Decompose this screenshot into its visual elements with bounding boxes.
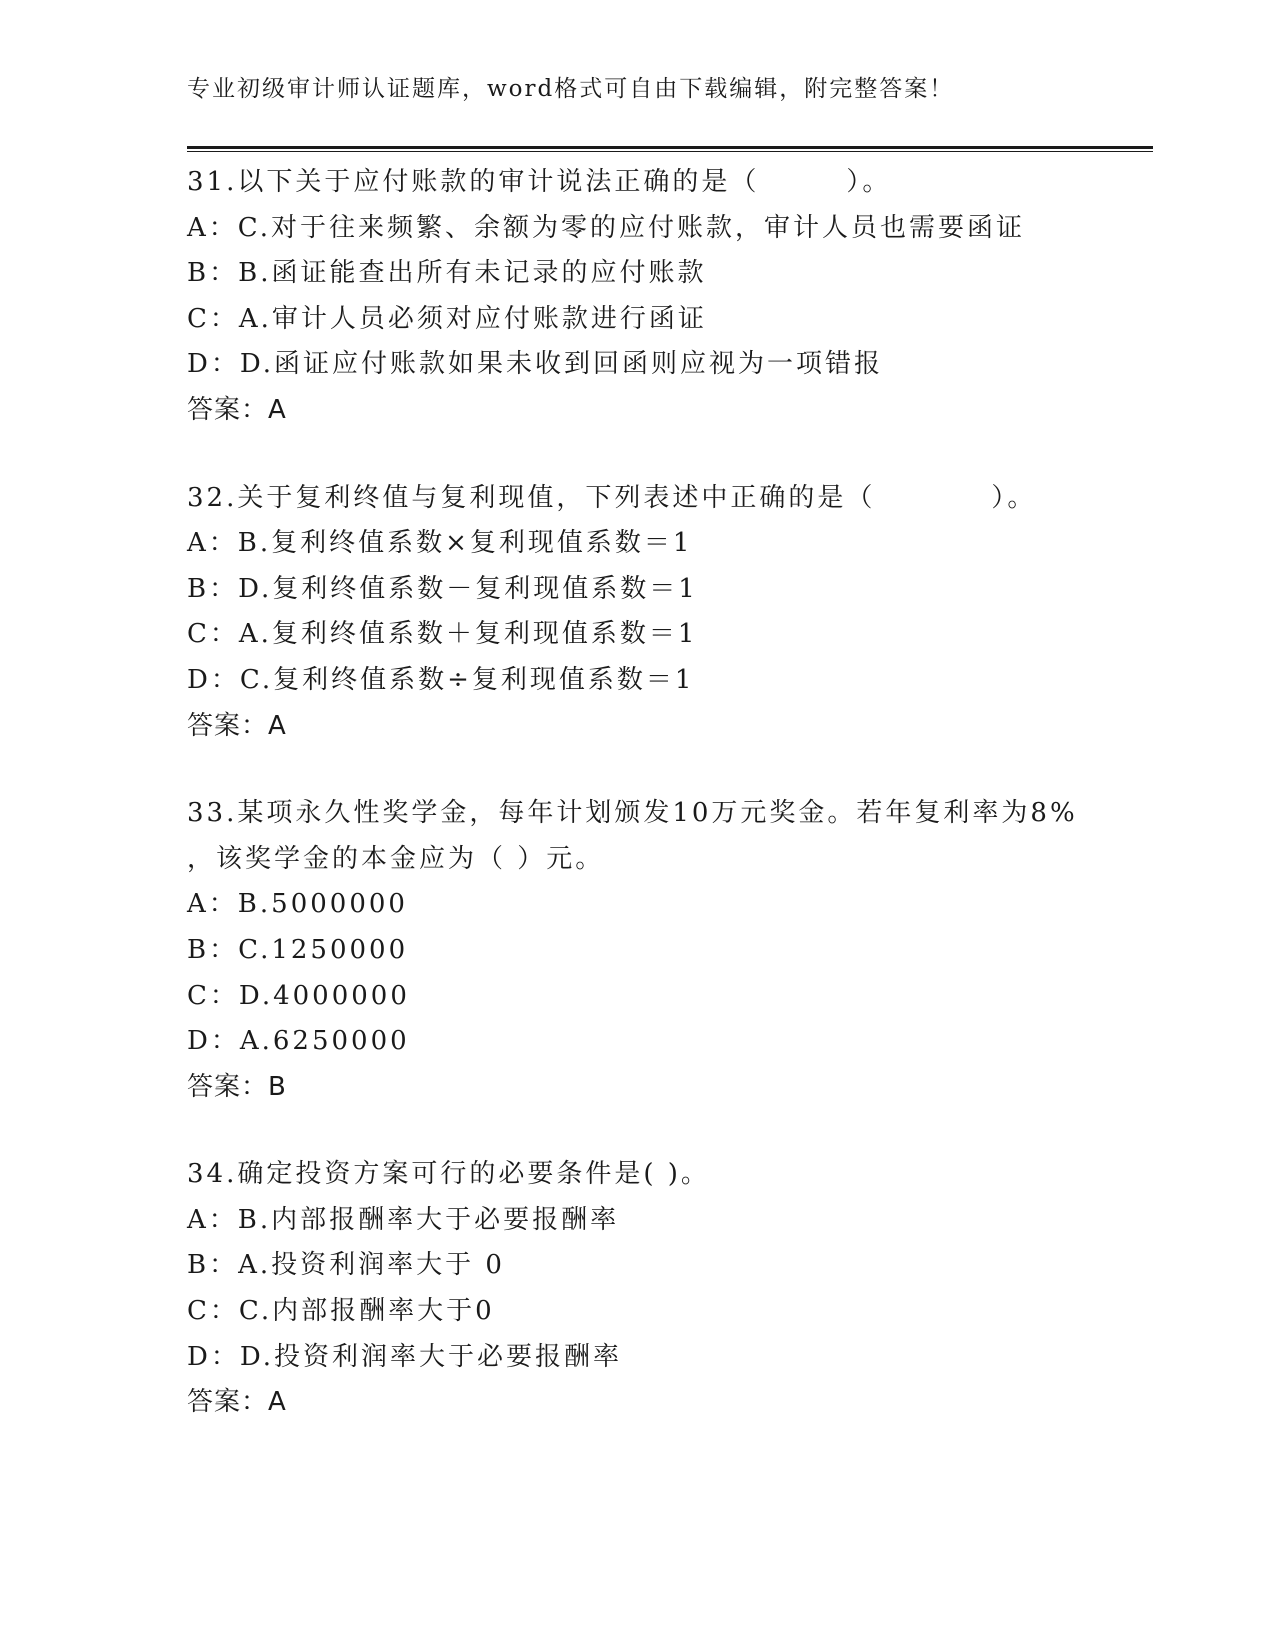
page-header: 专业初级审计师认证题库，word格式可自由下载编辑，附完整答案！ — [187, 76, 955, 102]
option-a: A：B.5000000 — [187, 889, 408, 920]
question-stem: 31.以下关于应付账款的审计说法正确的是（ ）。 — [187, 167, 892, 197]
answer-line: 答案：A — [187, 710, 287, 741]
option-a: A：B.内部报酬率大于必要报酬率 — [187, 1204, 620, 1235]
option-b: B：B.函证能查出所有未记录的应付账款 — [187, 258, 707, 289]
option-d: D：A.6250000 — [187, 1026, 410, 1057]
option-c: C：A.审计人员必须对应付账款进行函证 — [187, 303, 707, 334]
header-rule-thin — [187, 151, 1153, 152]
option-a: A：C.对于往来频繁、余额为零的应付账款，审计人员也需要函证 — [187, 212, 1026, 243]
question-stem: 33.某项永久性奖学金，每年计划颁发10万元奖金。若年复利率为8% — [187, 798, 1078, 829]
question-stem: 32.关于复利终值与复利现值，下列表述中正确的是（ ）。 — [187, 482, 1037, 513]
option-b: B：C.1250000 — [187, 934, 409, 965]
question-stem: 34.确定投资方案可行的必要条件是( )。 — [187, 1159, 710, 1190]
option-c: C：A.复利终值系数＋复利现值系数＝1 — [187, 619, 698, 650]
option-c: C：D.4000000 — [187, 980, 410, 1011]
option-d: D：D.投资利润率大于必要报酬率 — [187, 1341, 623, 1372]
option-d: D：D.函证应付账款如果未收到回函则应视为一项错报 — [187, 349, 884, 380]
answer-line: 答案：A — [187, 1387, 287, 1418]
option-c: C：C.内部报酬率大于0 — [187, 1296, 495, 1327]
answer-line: 答案：A — [187, 394, 287, 425]
question-34 — [187, 1152, 1153, 1426]
question-33 — [187, 791, 1153, 1110]
option-d: D：C.复利终值系数÷复利现值系数＝1 — [187, 664, 695, 695]
question-32 — [187, 476, 1153, 750]
header-rule-thick — [187, 146, 1153, 149]
question-stem-continued: ，该奖学金的本金应为（ ）元。 — [187, 843, 605, 874]
option-b: B：D.复利终值系数－复利现值系数＝1 — [187, 573, 698, 604]
option-a: A：B.复利终值系数×复利现值系数＝1 — [187, 528, 693, 559]
option-b: B：A.投资利润率大于 0 — [187, 1250, 505, 1281]
question-31 — [187, 160, 1153, 434]
answer-line: 答案：B — [187, 1071, 287, 1102]
question-list — [187, 160, 1153, 1468]
